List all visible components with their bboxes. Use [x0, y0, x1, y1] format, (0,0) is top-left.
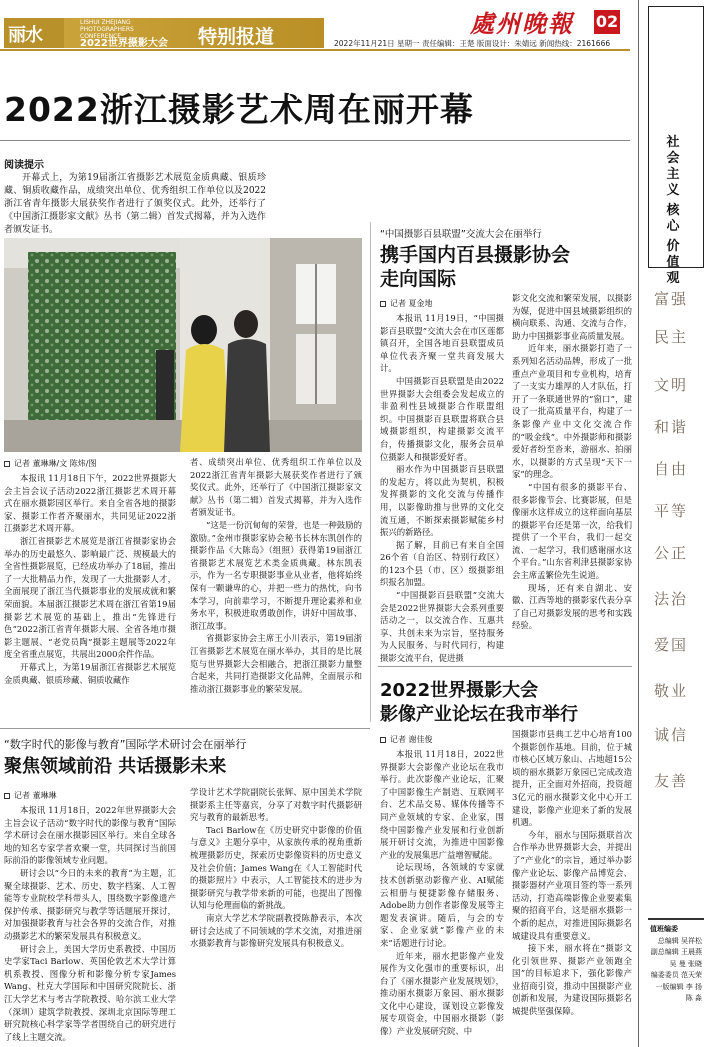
article3-title-line-1: 2022世界摄影大会 [380, 680, 539, 701]
special-report-label: 特别报道 [198, 26, 275, 48]
article3-byline [380, 734, 433, 745]
core-values-char: 值 [666, 255, 680, 270]
article4-paragraph: 研讨会以“今日的未来的教育”为主题，汇聚全球摄影、艺术、历史、数字档案、人工智能等专业院校学科带头人，围绕数字影像遗产保护传承、摄影研究与教学等话题展开探讨，对加强摄影教育与社会各界的交流合作，对推动摄影艺术的繁荣发展具有积极意义。 [4, 867, 176, 941]
article3-column-1 [380, 748, 504, 1042]
core-value-item: 富强 [654, 290, 689, 308]
byline-square-icon [4, 793, 10, 799]
byline-square-icon [4, 461, 10, 467]
newspaper-masthead: 處州晚報 [470, 9, 574, 38]
article1-paragraph: 浙江省摄影艺术展览是浙江省摄影家协会举办的历史最悠久、影响最广泛、规模最大的全省性摄影展览，已经成功举办了18届，推出了一大批精品力作，发现了一大批摄影人才，全面展现了浙江当代摄影事业的发展成就和繁荣面貌。本届浙江摄影艺术周在浙江省第19届摄影艺术展览的基础上，推出“先锋进行色”2022浙江省青年摄影大展、全省各地市摄影主题展、“老党员陶”摄影主题展等2022年度全省重点展览，共展出2000余件作品。 [4, 535, 176, 660]
core-values-char: 观 [666, 271, 680, 286]
article1-paragraph: “这是一份沉甸甸的荣誉，也是一种鼓励的激励。”金州市摄影家协会秘书长林东凯创作的摄影作品《大陈岛》（组照）获得第19届浙江省摄影艺术展览艺术类金质典藏。林东凯表示，作为一名专职摄影事业从业者，他将始终保有一颗谦卑的心，并把一些力的热忱，向书本学习，向前辈学习，不断提升理论素养和业务水平，积极进取勇敢创作，讲好中国故事、浙江故事。 [190, 519, 362, 631]
core-values-char: 社 [666, 135, 680, 150]
article4-column-1 [4, 804, 176, 1042]
article3-paragraph: 近年来，丽水把影像产业发展作为文化强市的重要标识，出台了《丽水摄影产业发展规划》，推动丽水摄影万象园、丽水摄影文化中心建设，谋划设立影像发展专项资金，中国丽水摄影（影像）产业发展研究院、中 [380, 950, 504, 1037]
article1-paragraph: 省摄影家协会主席王小川表示，第19届浙江省摄影艺术展览在丽水举办，其目的是比展览与世界摄影大会相融合，把浙江摄影力量整合起来，共同打造摄影文化品牌，全面展示和推动浙江摄影事业的繁荣发展。 [190, 633, 362, 694]
page-number: 02 [594, 10, 620, 34]
article1-column-2 [190, 456, 362, 720]
article1-byline-text: 记者 董琳琳/文 陈炜/图 [14, 459, 97, 468]
article2-paragraph: 影文化交流和繁荣发展，以摄影为媒，促进中国县域摄影组织的横向联系、沟通、交流与合作，助力中国摄影事业高质量发展。 [512, 293, 632, 341]
article2-title-line-2: 走向国际 [380, 268, 457, 290]
core-value-item: 文明 [654, 376, 689, 394]
article2-paragraph: 据了解，目前已有来自全国26个省（自治区、特别行政区）的123个县（市、区）级摄影组织报名加盟。 [380, 539, 504, 588]
byline-square-icon [380, 737, 386, 743]
article3-paragraph: 论坛现场，各领域的专家就技术创新驱动影像产业、AI赋能云相册与便捷影像存储服务、Adobe助力创作者影像发展等主题发表演讲。随后，与会的专家、企业家就“影像产业的未来”话题进行讨论。 [380, 862, 504, 948]
editor-entry: 陈 淼 [685, 994, 702, 1002]
article4-paragraph: 研讨会上，美国大学历史系教授、中国历史学家Taci Barlow、英国伦敦艺术大学计算机系教授、图像分析和影像分析专家James Wang、杜克大学国际和中国研究院院长、浙江大学艺术与考古学院教授、哈尔滨工业大学（深圳）建筑学院教授、深圳北京国际等理工研究院核心科学家等学者围绕自己的研究进行了线上主题交流。 [4, 943, 176, 1042]
lead-text: 开幕式上，为第19届浙江省摄影艺术展览金质典藏、银质珍藏、铜质收藏作品，成绩突出单位、优秀组织工作单位以及2022浙江省青年摄影大展获奖作者进行了颁奖仪式。此外，还举行了《中国浙江摄影家文献》丛书（第二辑）首发式揭幕，并为入选作者颁发证书。 [4, 173, 266, 235]
editor-entry: 总编辑 吴祥松 [657, 936, 702, 945]
core-value-item: 和谐 [654, 418, 689, 436]
article1-title: 2022浙江摄影艺术周在丽开幕 [4, 90, 474, 129]
article3-paragraph: 本报讯 11月18日，2022世界摄影大会影像产业论坛在我市举行。此次影像产业论坛，汇聚了中国影像生产制造、互联网平台、艺术品交易、媒体传播等不同产业领域的专家、企业家，围绕中国影像产业发展和行业创新展开研讨交流，为推进中国影像产业的发展集思广益增智赋能。 [380, 749, 504, 860]
editor-entry: 吴 曼 张晓 [669, 959, 702, 968]
article3-byline-text: 记者 谢佳俊 [390, 735, 433, 744]
article4-column-2 [190, 786, 362, 1042]
article2-column-1 [380, 312, 504, 664]
article4-paragraph: Taci Barlow在《历史研究中影像的价值与意义》主题分享中，从家族传承的视角重新梳理摄影历史，探索历史影像资料的历史意义及社会价值；James Wang在《人工智能时代的摄影照片》中表示，人工智能技术的进步为摄影研究与教学带来新的可能，也提出了图像认知与伦理面临的新挑战。 [190, 824, 362, 911]
article2-byline-text: 记者 夏金地 [390, 299, 433, 308]
article2-paragraph: 现场，还有来自湖北、安徽、江西等地的摄影家代表分享了自己对摄影发展的思考和实践经验。 [512, 582, 632, 631]
article1-paragraph: 本报讯 11月18日下午，2022世界摄影大会主旨会议子活动2022浙江摄影艺术周开幕式在丽水摄影园区举行。来自全省各地的摄影家、摄影工作者齐聚丽水，共同见证2022浙江摄影艺术周开幕。 [4, 473, 176, 534]
article1-byline [4, 458, 96, 469]
core-value-item: 自由 [654, 460, 689, 478]
article2-kicker: “中国摄影百县联盟”交流大会在丽举行 [380, 229, 542, 240]
core-values-char: 核 [666, 203, 680, 218]
core-values-char: 心 [666, 219, 680, 234]
logo-mark: 丽水 [8, 25, 42, 46]
editors-label: 值班编委 [650, 925, 678, 933]
article1-paragraph: 开幕式上，为第19届浙江省摄影艺术展览金质典藏、银质珍藏、铜质收藏作 [4, 661, 176, 685]
article4-paragraph: 学设计艺术学院副院长张辉、原中国美术学院摄影系主任等嘉宾，分享了对数字时代摄影研究与教育的最新思考。 [190, 787, 362, 823]
article2-paragraph: “中国摄影百县联盟”交流大会是2022世界摄影大会系列重要活动之一，以交流合作、互惠共享、共创未来为宗旨，坚持服务为人民服务、与时代同行，构建摄影交流平台，促进摄 [380, 590, 504, 664]
core-value-item: 敬业 [654, 682, 689, 700]
article4-byline-text: 记者 董琳琳 [14, 791, 57, 800]
exhibition-photo-illustration [4, 238, 362, 452]
editors-box [648, 918, 704, 1042]
lead-label: 阅读提示 [4, 160, 44, 171]
issue-meta: 2022年11月21日 星期一 责任编辑：王楚 版面设计：朱婧远 新闻热线：2161666 [334, 39, 611, 48]
core-value-item: 平等 [654, 502, 689, 520]
section-divider [378, 666, 632, 667]
article4-paragraph: 南京大学艺术学院副教授陈静表示，本次研讨会达成了不同领域的学术交流，对推进丽水摄影教育与影像研究发展具有积极意义。 [190, 912, 362, 949]
header-divider [0, 49, 630, 51]
article4-title: 聚焦领域前沿 共话摄影未来 [4, 756, 227, 777]
logo [4, 18, 64, 48]
article1-column-1 [4, 472, 176, 720]
core-value-item: 法治 [654, 590, 689, 608]
section-divider [0, 728, 370, 729]
brand-en-line-1: LISHUI ZHEJIANG [80, 19, 131, 26]
article4-paragraph: 本报讯 11月18日，2022年世界摄影大会主旨会议子活动“数字时代的影像与教育”国际学术研讨会在丽水摄影园区举行。来自全球各地的知名专家学者欢聚一堂，共同探讨当前国际前沿的影像领域专业问题。 [4, 805, 176, 866]
title-divider [0, 140, 630, 141]
byline-square-icon [380, 301, 386, 307]
article2-paragraph: “中国有很多的摄影平台、很多影像节会、比赛影展，但是像丽水这样成立的这样面向基层的摄影平台还是第一次，给我们提供了一个平台，我们一起交流、一起学习，我们感谢丽水这个平台。”山东省利津县摄影家协会主席孟繁俭先生说道。 [512, 481, 632, 581]
core-value-item: 友善 [654, 772, 689, 790]
article3-paragraph: 接下来，丽水将在“摄影文化引领世界、摄影产业领跑全国”的目标追求下，强化影像产业招商引资，推动中国摄影产业创新和发展，为建设国际摄影名城提供坚强保障。 [512, 943, 632, 1017]
article3-column-2 [512, 728, 632, 1042]
brand-en-line-2: PHOTOGRAPHERS CONFERENCE [80, 26, 134, 40]
article2-paragraph: 丽水作为中国摄影百县联盟的发起方，将以此为契机，积极发挥摄影的文化交流与传播作用，以影像助推与世界的文化交流互通，不断探索摄影赋能乡村振兴的新路径。 [380, 464, 504, 538]
article4-byline [4, 790, 57, 801]
editor-entry: 编委委员 范天荣 [650, 971, 702, 979]
article3-title-line-2: 影像产业论坛在我市举行 [380, 704, 578, 725]
sidebar-divider [638, 0, 639, 1047]
editor-entry: 一版编辑 李 扬 [655, 982, 702, 991]
article4-kicker: “数字时代的影像与教育”国际学术研讨会在丽举行 [4, 738, 247, 751]
article3-paragraph: 今年，丽水与国际摄联首次合作举办世界摄影大会，并提出了“产业化”的宗旨，通过举办影像产业论坛、影像产品博览会、摄影器材产业项目签约等一系列活动，打造高端影像企业要素集聚的招商平台，这是丽水摄影一个新的起点，对推进国际摄影名城建设具有重要意义。 [512, 829, 632, 941]
core-values-char: 义 [666, 183, 680, 198]
article2-paragraph: 本报讯 11月19日，“中国摄影百县联盟”交流大会在市区莲都镇召开，全国各地百县联盟成员单位代表齐聚一堂共商发展大计。 [380, 313, 504, 374]
core-value-item: 爱国 [654, 636, 689, 654]
brand-title: 2022世界摄影大会 [80, 38, 168, 49]
article2-paragraph: 近年来，丽水摄影打造了一系列知名活动品牌，形成了一批重点产业项目和专业机构，培育了一支实力雄厚的人才队伍，打开了一条联通世界的“窗口”，建设了一批高质量平台，构建了一条影像产业中文化交流合作的“吸金线”。中外摄影师和摄影爱好者纷至沓来，游丽水、拍丽水，以摄影的方式呈现“天下一家”的理念。 [512, 343, 632, 480]
article2-column-2 [512, 292, 632, 664]
article1-paragraph: 者、成绩突出单位、优秀组织工作单位以及2022浙江省青年摄影大展获奖作者进行了颁奖仪式。此外，还举行了《中国浙江摄影家文献》丛书（第二辑）首发式揭幕，并为入选作者颁发证书。 [190, 457, 362, 518]
article2-byline [380, 298, 433, 309]
article1-photo [4, 238, 362, 452]
article2-title-line-1: 携手国内百县摄影协会 [380, 244, 571, 266]
core-values-header-box [648, 6, 704, 286]
core-value-item: 民主 [654, 328, 689, 346]
core-value-item: 诚信 [654, 726, 689, 744]
core-values-char: 会 [666, 151, 680, 166]
core-values-char: 主 [666, 167, 680, 182]
article3-paragraph: 国摄影市县典工艺中心培育100个摄影创作基地。目前，位于城市核心区域万象山、占地超15公顷的丽水摄影万象园已完成改造提升，正全面对外招商，投资超3亿元的丽水摄影文化中心开工建设，影像产业迎来了新的发展机遇。 [512, 729, 632, 828]
column-divider [370, 222, 371, 722]
editor-entry: 副总编辑 王晨燕 [650, 948, 702, 956]
core-values-char: 价 [666, 239, 680, 254]
article2-paragraph: 中国摄影百县联盟是由2022世界摄影大会组委会发起成立的非盈利性县域摄影合作联盟组织。中国摄影百县联盟将联合县域摄影组织，构建摄影交流平台，传播摄影文化，服务会员单位摄影人和摄影爱好者。 [380, 375, 504, 462]
core-value-item: 公正 [654, 544, 689, 562]
